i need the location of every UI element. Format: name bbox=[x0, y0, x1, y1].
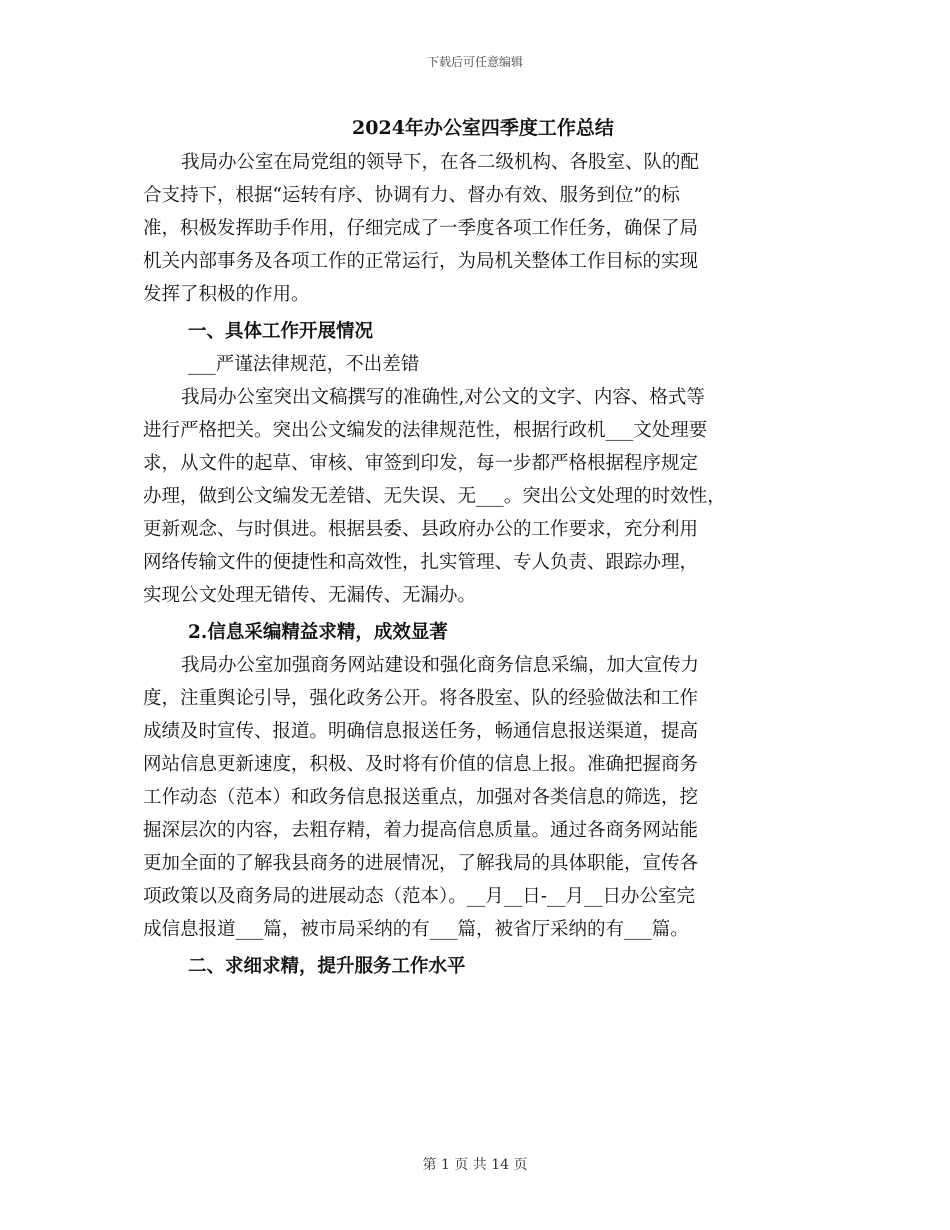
item-2-line: 度，注重舆论引导，强化政务公开。将各股室、队的经验做法和工作 bbox=[143, 688, 699, 709]
intro-line: 机关内部事务及各项工作的正常运行，为局机关整体工作目标的实现 bbox=[143, 251, 699, 272]
item-2-line: 我局办公室加强商务网站建设和强化商务信息采编，加大宣传力 bbox=[181, 655, 700, 676]
item-2-title: 2.信息采编精益求精，成效显著 bbox=[188, 622, 448, 643]
item-1-line: 我局办公室突出文稿撰写的准确性,对公文的文字、内容、格式等 bbox=[181, 387, 705, 408]
item-1-line: 更新观念、与时俱进。根据县委、县政府办公的工作要求，充分利用 bbox=[143, 519, 699, 540]
item-1-line: 进行严格把关。突出公文编发的法律规范性，根据行政机___文处理要 bbox=[143, 420, 708, 441]
item-1-line: 办理，做到公文编发无差错、无失误、无___。突出公文处理的时效性， bbox=[143, 486, 726, 507]
item-1-line: 求，从文件的起草、审核、审签到印发，每一步都严格根据程序规定 bbox=[143, 453, 699, 474]
item-2-line: 成绩及时宣传、报道。明确信息报送任务，畅通信息报送渠道，提高 bbox=[143, 721, 699, 742]
section-2-heading: 二、求细求精，提升服务工作水平 bbox=[188, 956, 466, 977]
section-1-heading: 一、具体工作开展情况 bbox=[188, 321, 374, 342]
intro-line: 准，积极发挥助手作用，仔细完成了一季度各项工作任务，确保了局 bbox=[143, 218, 699, 239]
item-2-line: 网站信息更新速度，积极、及时将有价值的信息上报。准确把握商务 bbox=[143, 754, 699, 775]
item-2-line: 项政策以及商务局的进展动态（范本）。__月__日-__月__日办公室完 bbox=[143, 886, 696, 907]
item-1-paragraph bbox=[143, 381, 823, 612]
item-1-line: 网络传输文件的便捷性和高效性，扎实管理、专人负责、跟踪办理， bbox=[143, 552, 699, 573]
item-2-paragraph bbox=[143, 649, 823, 946]
item-2-line: 工作动态（范本）和政务信息报送重点，加强对各类信息的筛选，挖 bbox=[143, 787, 699, 808]
intro-line: 我局办公室在局党组的领导下，在各二级机构、各股室、队的配 bbox=[181, 152, 700, 173]
item-1-line: 实现公文处理无错传、无漏传、无漏办。 bbox=[143, 585, 477, 606]
intro-paragraph bbox=[143, 146, 823, 311]
intro-line: 发挥了积极的作用。 bbox=[143, 284, 310, 305]
page-header: 下载后可任意编辑 bbox=[426, 55, 523, 69]
item-2-line: 成信息报道___篇，被市局采纳的有___篇，被省厅采纳的有___篇。 bbox=[143, 919, 689, 940]
document-body bbox=[143, 110, 823, 983]
page-footer: 第 1 页 共 14 页 bbox=[422, 1157, 528, 1173]
item-2-line: 更加全面的了解我县商务的进展情况，了解我局的具体职能，宣传各 bbox=[143, 853, 699, 874]
document-title: 2024年办公室四季度工作总结 bbox=[352, 117, 614, 139]
item-1-title: ___严谨法律规范，不出差错 bbox=[188, 354, 420, 375]
intro-line: 合支持下，根据“运转有序、协调有力、督办有效、服务到位”的标 bbox=[143, 185, 680, 206]
item-2-line: 掘深层次的内容，去粗存精，着力提高信息质量。通过各商务网站能 bbox=[143, 820, 699, 841]
